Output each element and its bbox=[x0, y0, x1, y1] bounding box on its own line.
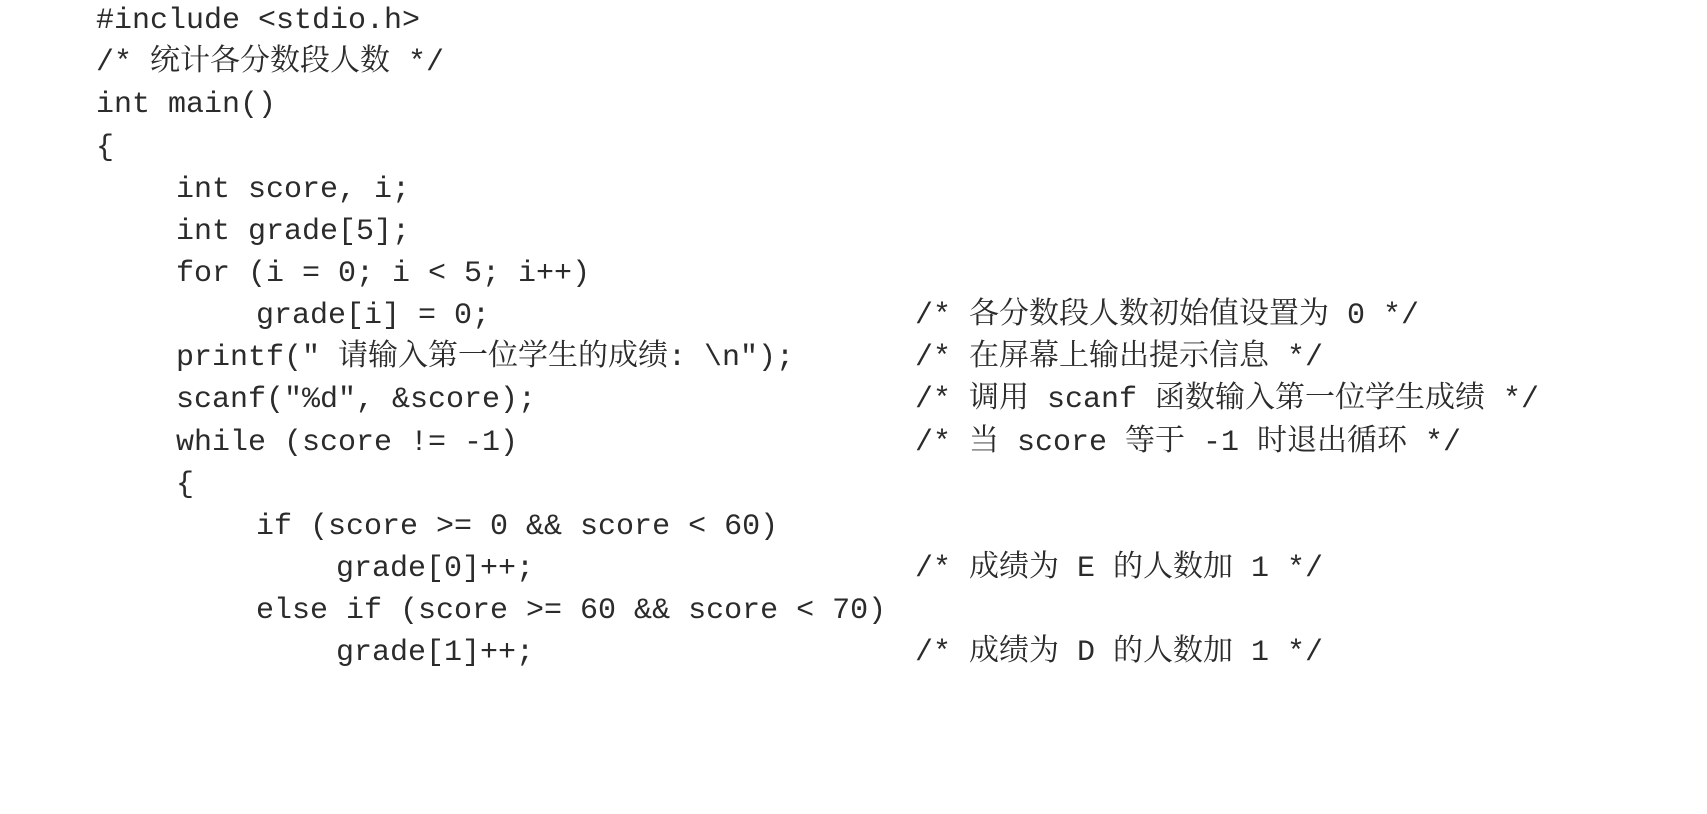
code-text: { bbox=[96, 131, 115, 165]
code-comment: /* 当 score 等于 -1 时退出循环 */ bbox=[915, 426, 1462, 460]
code-text: while (score != -1) bbox=[176, 426, 519, 460]
code-line bbox=[0, 630, 1324, 676]
code-text: grade[i] = 0; bbox=[256, 299, 491, 333]
code-comment: /* 在屏幕上输出提示信息 */ bbox=[915, 341, 1324, 375]
code-text: int main() bbox=[96, 88, 277, 122]
code-line bbox=[0, 82, 277, 128]
code-line bbox=[0, 546, 1324, 592]
code-text: printf(" 请输入第一位学生的成绩: \n"); bbox=[176, 341, 795, 375]
code-line bbox=[0, 125, 115, 171]
code-text: else if (score >= 60 && score < 70) bbox=[256, 594, 887, 628]
code-text: scanf("%d", &score); bbox=[176, 383, 537, 417]
code-line bbox=[0, 504, 779, 550]
code-line bbox=[0, 209, 411, 255]
code-comment: /* 调用 scanf 函数输入第一位学生成绩 */ bbox=[915, 383, 1540, 417]
code-line bbox=[0, 167, 411, 213]
code-text: { bbox=[176, 468, 195, 502]
code-line bbox=[0, 293, 1420, 339]
code-text: int grade[5]; bbox=[176, 215, 411, 249]
code-line bbox=[0, 420, 1462, 466]
code-text: if (score >= 0 && score < 60) bbox=[256, 510, 779, 544]
code-line bbox=[0, 251, 591, 297]
code-comment: /* 各分数段人数初始值设置为 0 */ bbox=[915, 299, 1420, 333]
code-line bbox=[0, 40, 445, 86]
code-text: grade[1]++; bbox=[336, 636, 535, 670]
code-text: /* 统计各分数段人数 */ bbox=[96, 46, 445, 80]
code-comment: /* 成绩为 E 的人数加 1 */ bbox=[915, 552, 1324, 586]
code-text: int score, i; bbox=[176, 173, 411, 207]
code-line bbox=[0, 0, 421, 44]
code-line bbox=[0, 377, 1540, 423]
code-text: grade[0]++; bbox=[336, 552, 535, 586]
code-comment: /* 成绩为 D 的人数加 1 */ bbox=[915, 636, 1324, 670]
code-line bbox=[0, 335, 1324, 381]
code-text: #include <stdio.h> bbox=[96, 4, 421, 38]
code-line bbox=[0, 588, 887, 634]
code-text: for (i = 0; i < 5; i++) bbox=[176, 257, 591, 291]
code-line bbox=[0, 462, 195, 508]
